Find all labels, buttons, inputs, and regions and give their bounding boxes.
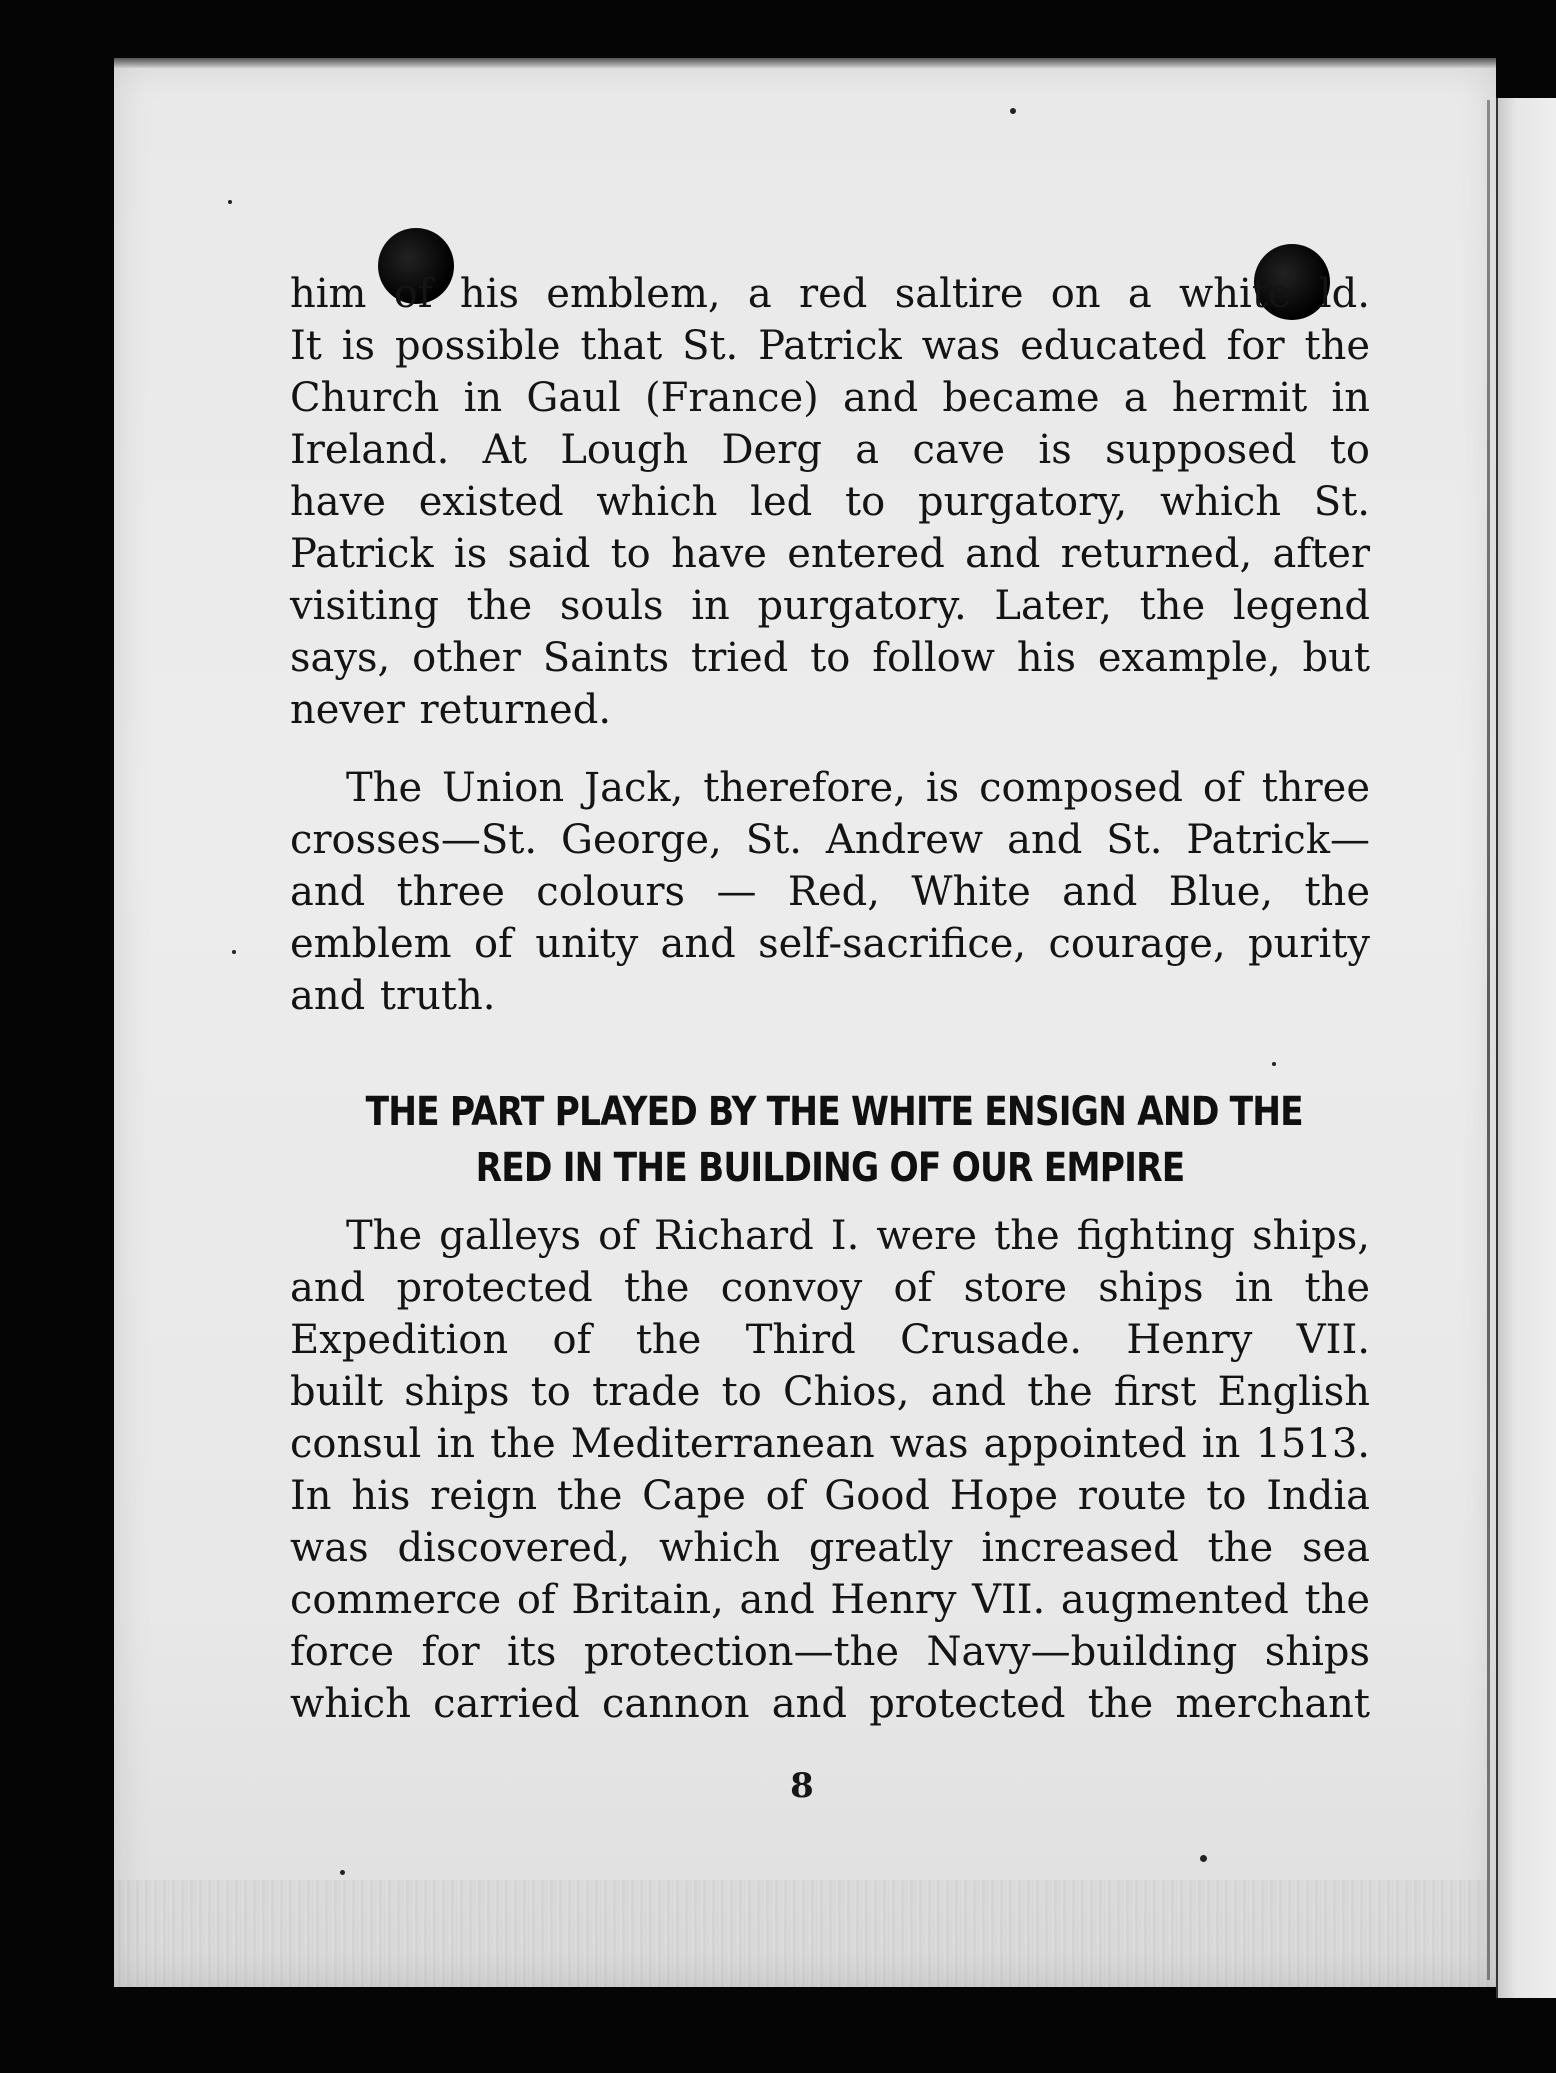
section-spacer <box>290 1196 1370 1210</box>
text-line: have existed which led to purgatory, which St. <box>290 479 1370 525</box>
dust-speck <box>340 1870 345 1875</box>
paragraph-emblem <box>290 268 1370 736</box>
dust-speck <box>228 200 232 204</box>
text-line: and protected the convoy of store ships in the <box>290 1265 1370 1311</box>
text-line: commerce of Britain, and Henry VII. augmented the <box>290 1577 1370 1623</box>
text-line: which carried cannon and protected the merchant <box>290 1681 1370 1727</box>
text-line: Expedition of the Third Crusade. Henry VII. <box>290 1317 1370 1363</box>
text-line: In his reign the Cape of Good Hope route to India <box>290 1473 1370 1519</box>
text-line: crosses—St. George, St. Andrew and St. Patrick— <box>290 817 1370 863</box>
text-line: and three colours — Red, White and Blue, the <box>290 869 1370 915</box>
section-spacer <box>290 1022 1370 1084</box>
section-heading <box>290 1084 1370 1196</box>
text-line: says, other Saints tried to follow his example, but <box>290 635 1370 681</box>
text-line: consul in the Mediterranean was appointed in 1513. <box>290 1421 1370 1467</box>
dust-speck <box>1010 108 1016 114</box>
paragraph-union-jack <box>290 762 1370 1022</box>
text-line: The Union Jack, therefore, is composed of three <box>346 765 1370 811</box>
adjacent-page-edge <box>1496 98 1556 1998</box>
page-text <box>290 268 1370 1730</box>
heading-line: THE PART PLAYED BY THE WHITE ENSIGN AND THE <box>365 1089 1303 1135</box>
text-line: Ireland. At Lough Derg a cave is supposed to <box>290 427 1370 473</box>
paragraph-galleys <box>290 1210 1370 1730</box>
text-line: him of his emblem, a red saltire on a white ld. <box>290 271 1370 317</box>
text-line: It is possible that St. Patrick was educated for the <box>290 323 1370 369</box>
text-line: Church in Gaul (France) and became a hermit in <box>290 375 1370 421</box>
page-top-edge <box>114 58 1496 68</box>
text-line: force for its protection—the Navy—building ships <box>290 1629 1370 1675</box>
text-line: and truth. <box>290 973 496 1019</box>
page-bottom-grain <box>114 1880 1496 1987</box>
page-number: 8 <box>790 1766 814 1806</box>
dust-speck <box>1200 1855 1207 1862</box>
text-line: never returned. <box>290 687 612 733</box>
text-line: visiting the souls in purgatory. Later, the legend <box>290 583 1370 629</box>
text-line: built ships to trade to Chios, and the first English <box>290 1369 1370 1415</box>
binding-gutter <box>1487 100 1490 1980</box>
paragraph-spacer <box>290 736 1370 762</box>
text-line: was discovered, which greatly increased the sea <box>290 1525 1370 1571</box>
text-line: Patrick is said to have entered and returned, after <box>290 531 1370 577</box>
dust-speck <box>232 950 236 954</box>
heading-line: RED IN THE BUILDING OF OUR EMPIRE <box>475 1145 1185 1191</box>
text-line: The galleys of Richard I. were the fighting ships, <box>346 1213 1370 1259</box>
text-line: emblem of unity and self-sacrifice, courage, purity <box>290 921 1370 967</box>
